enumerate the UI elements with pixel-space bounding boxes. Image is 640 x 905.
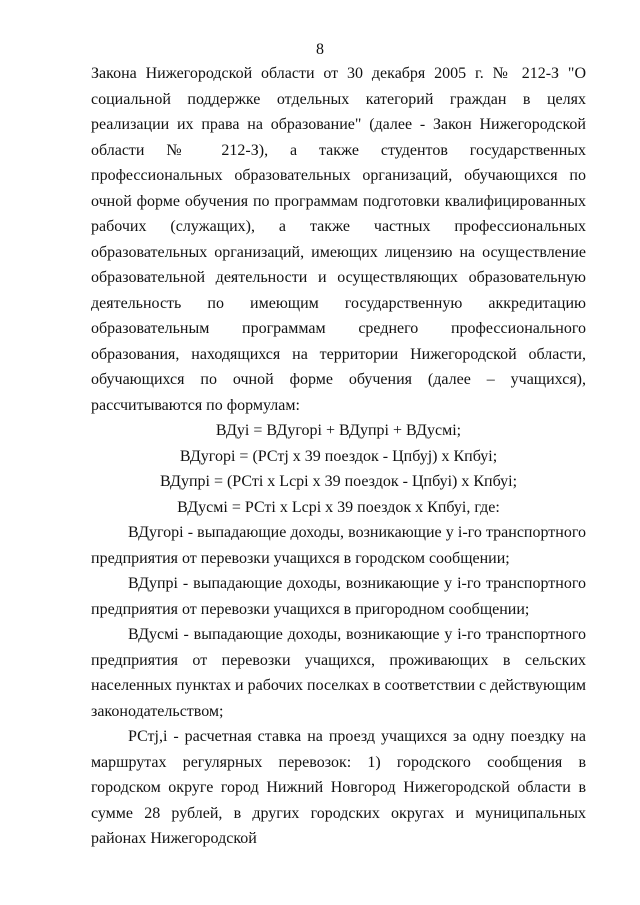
document-body [91, 61, 586, 852]
formula-total: ВДуi = ВДугорi + ВДупрi + ВДусмi; [215, 422, 462, 439]
definition-rural-income: ВДусмi - выпадающие доходы, возникающие у i-го транспортного предприятия от перевозки учащихся, проживающих в сельских населенных пунктах и рабочих поселках в соответствии с действующим законодательством; [91, 626, 586, 720]
formula-city: ВДугорi = (РСтj x 39 поездок - Цпбуj) x Кпбуi; [179, 447, 498, 465]
intro-paragraph: Закона Нижегородской области от 30 декабря 2005 г. № 212-З "О социальной поддержке отдельных категорий граждан в целях реализации их права на образование" (далее - Закон Нижегородской области № 212-З), а также студентов государственных профессиональных образовательных организаций, обучающихся по очной форме обучения по программам подготовки квалифицированных рабочих (служащих), а также частных профессиональных образовательных организаций, имеющих лицензию на осуществление образовательной деятельности и осуществляющих образовательную деятельность по имеющим государственную аккредитацию образовательным программам среднего профессионального образования, находящихся на территории Нижегородской области, обучающихся по очной форме обучения (далее – учащихся), рассчитываются по формулам: [91, 65, 586, 414]
formula-suburban: ВДупрi = (РСтi x Lсрi x 39 поездок - Цпбуi) x Кпбуi; [159, 473, 518, 490]
page-number: 8 [316, 41, 324, 58]
definition-rate: РСтj,i - расчетная ставка на проезд учащихся за одну поездку на маршрутах регулярных перевозок: 1) городского сообщения в городском округе город Нижний Новгород Нижегородской области в сумме 28 рублей, в других городских округах и муниципальных районах Нижегородской [91, 728, 586, 847]
formula-rural: ВДусмi = РСтi x Lсрi x 39 поездок x Кпбуi, где: [177, 498, 500, 516]
definition-city-income: ВДугорi - выпадающие доходы, возникающие у i-го транспортного предприятия от перевозки учащихся в городском сообщении; [91, 524, 586, 567]
definition-suburban-income: ВДупрi - выпадающие доходы, возникающие у i-го транспортного предприятия от перевозки учащихся в пригородном сообщении; [91, 575, 586, 618]
